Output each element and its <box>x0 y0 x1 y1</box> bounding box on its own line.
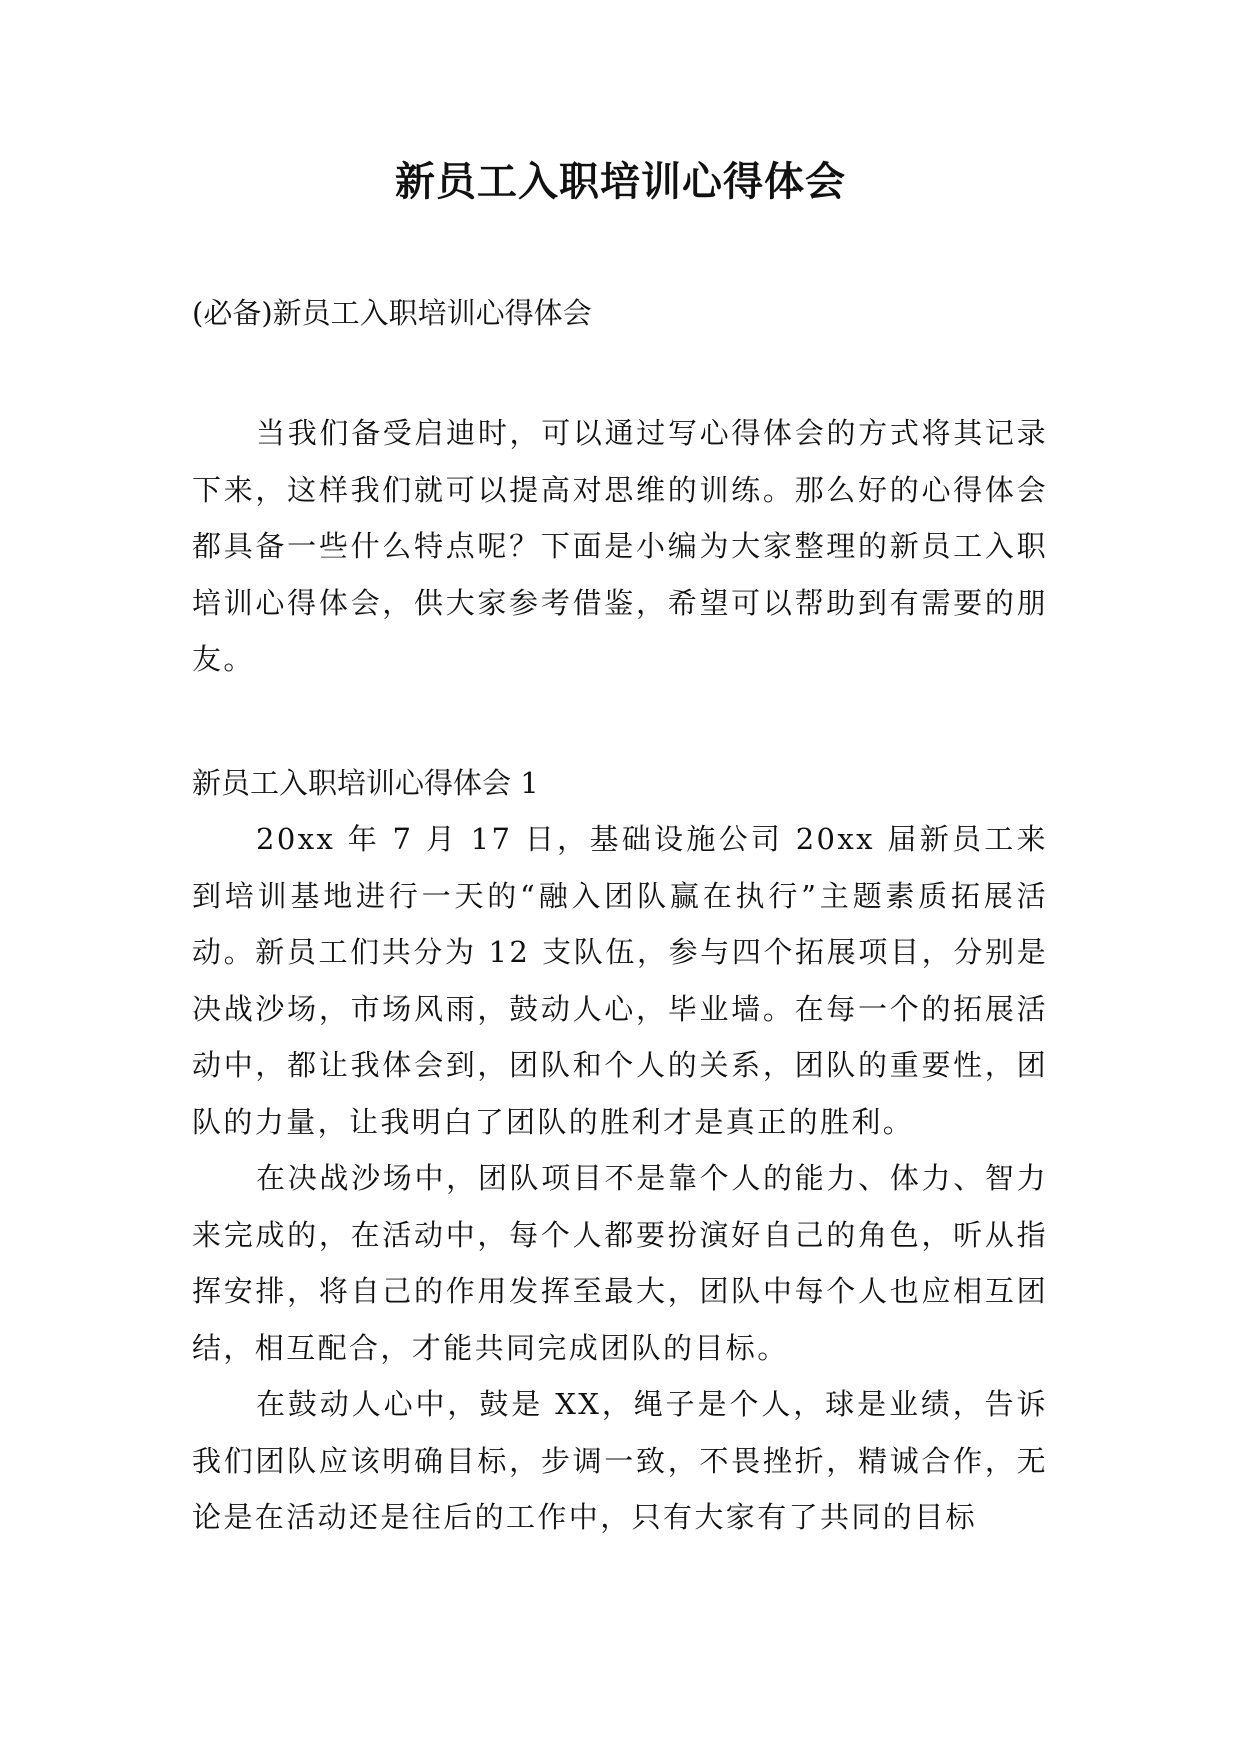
section-heading: 新员工入职培训心得体会 1 <box>192 766 539 800</box>
body-paragraph-2: 在决战沙场中，团队项目不是靠个人的能力、体力、智力来完成的，在活动中，每个人都要扮演好自己的角色，听从指挥安排，将自己的作用发挥至最大，团队中每个人也应相互团结，相互配合，才能共同完成团队的目标。 <box>192 1161 1048 1365</box>
page-title: 新员工入职培训心得体会 <box>395 158 846 205</box>
body-paragraph-3: 在鼓动人心中，鼓是 XX，绳子是个人，球是业绩，告诉我们团队应该明确目标，步调一致，不畏挫折，精诚合作，无论是在活动还是往后的工作中，只有大家有了共同的目标 <box>192 1387 1048 1534</box>
document-subtitle: (必备)新员工入职培训心得体会 <box>192 296 592 330</box>
body-paragraph-1: 20xx 年 7 月 17 日，基础设施公司 20xx 届新员工来到培训基地进行一天的“融入团队赢在执行”主题素质拓展活动。新员工们共分为 12 支队伍，参与四个拓展项目，分别是决战沙场，市场风雨，鼓动人心，毕业墙。在每一个的拓展活动中，都让我体会到，团队和个人的关系，团队的重要性，团队的力量，让我明白了团队的胜利才是真正的胜利。 <box>192 822 1048 1139</box>
intro-paragraph: 当我们备受启迪时，可以通过写心得体会的方式将其记录下来，这样我们就可以提高对思维的训练。那么好的心得体会都具备一些什么特点呢？下面是小编为大家整理的新员工入职培训心得体会，供大家参考借鉴，希望可以帮助到有需要的朋友。 <box>192 416 1048 676</box>
